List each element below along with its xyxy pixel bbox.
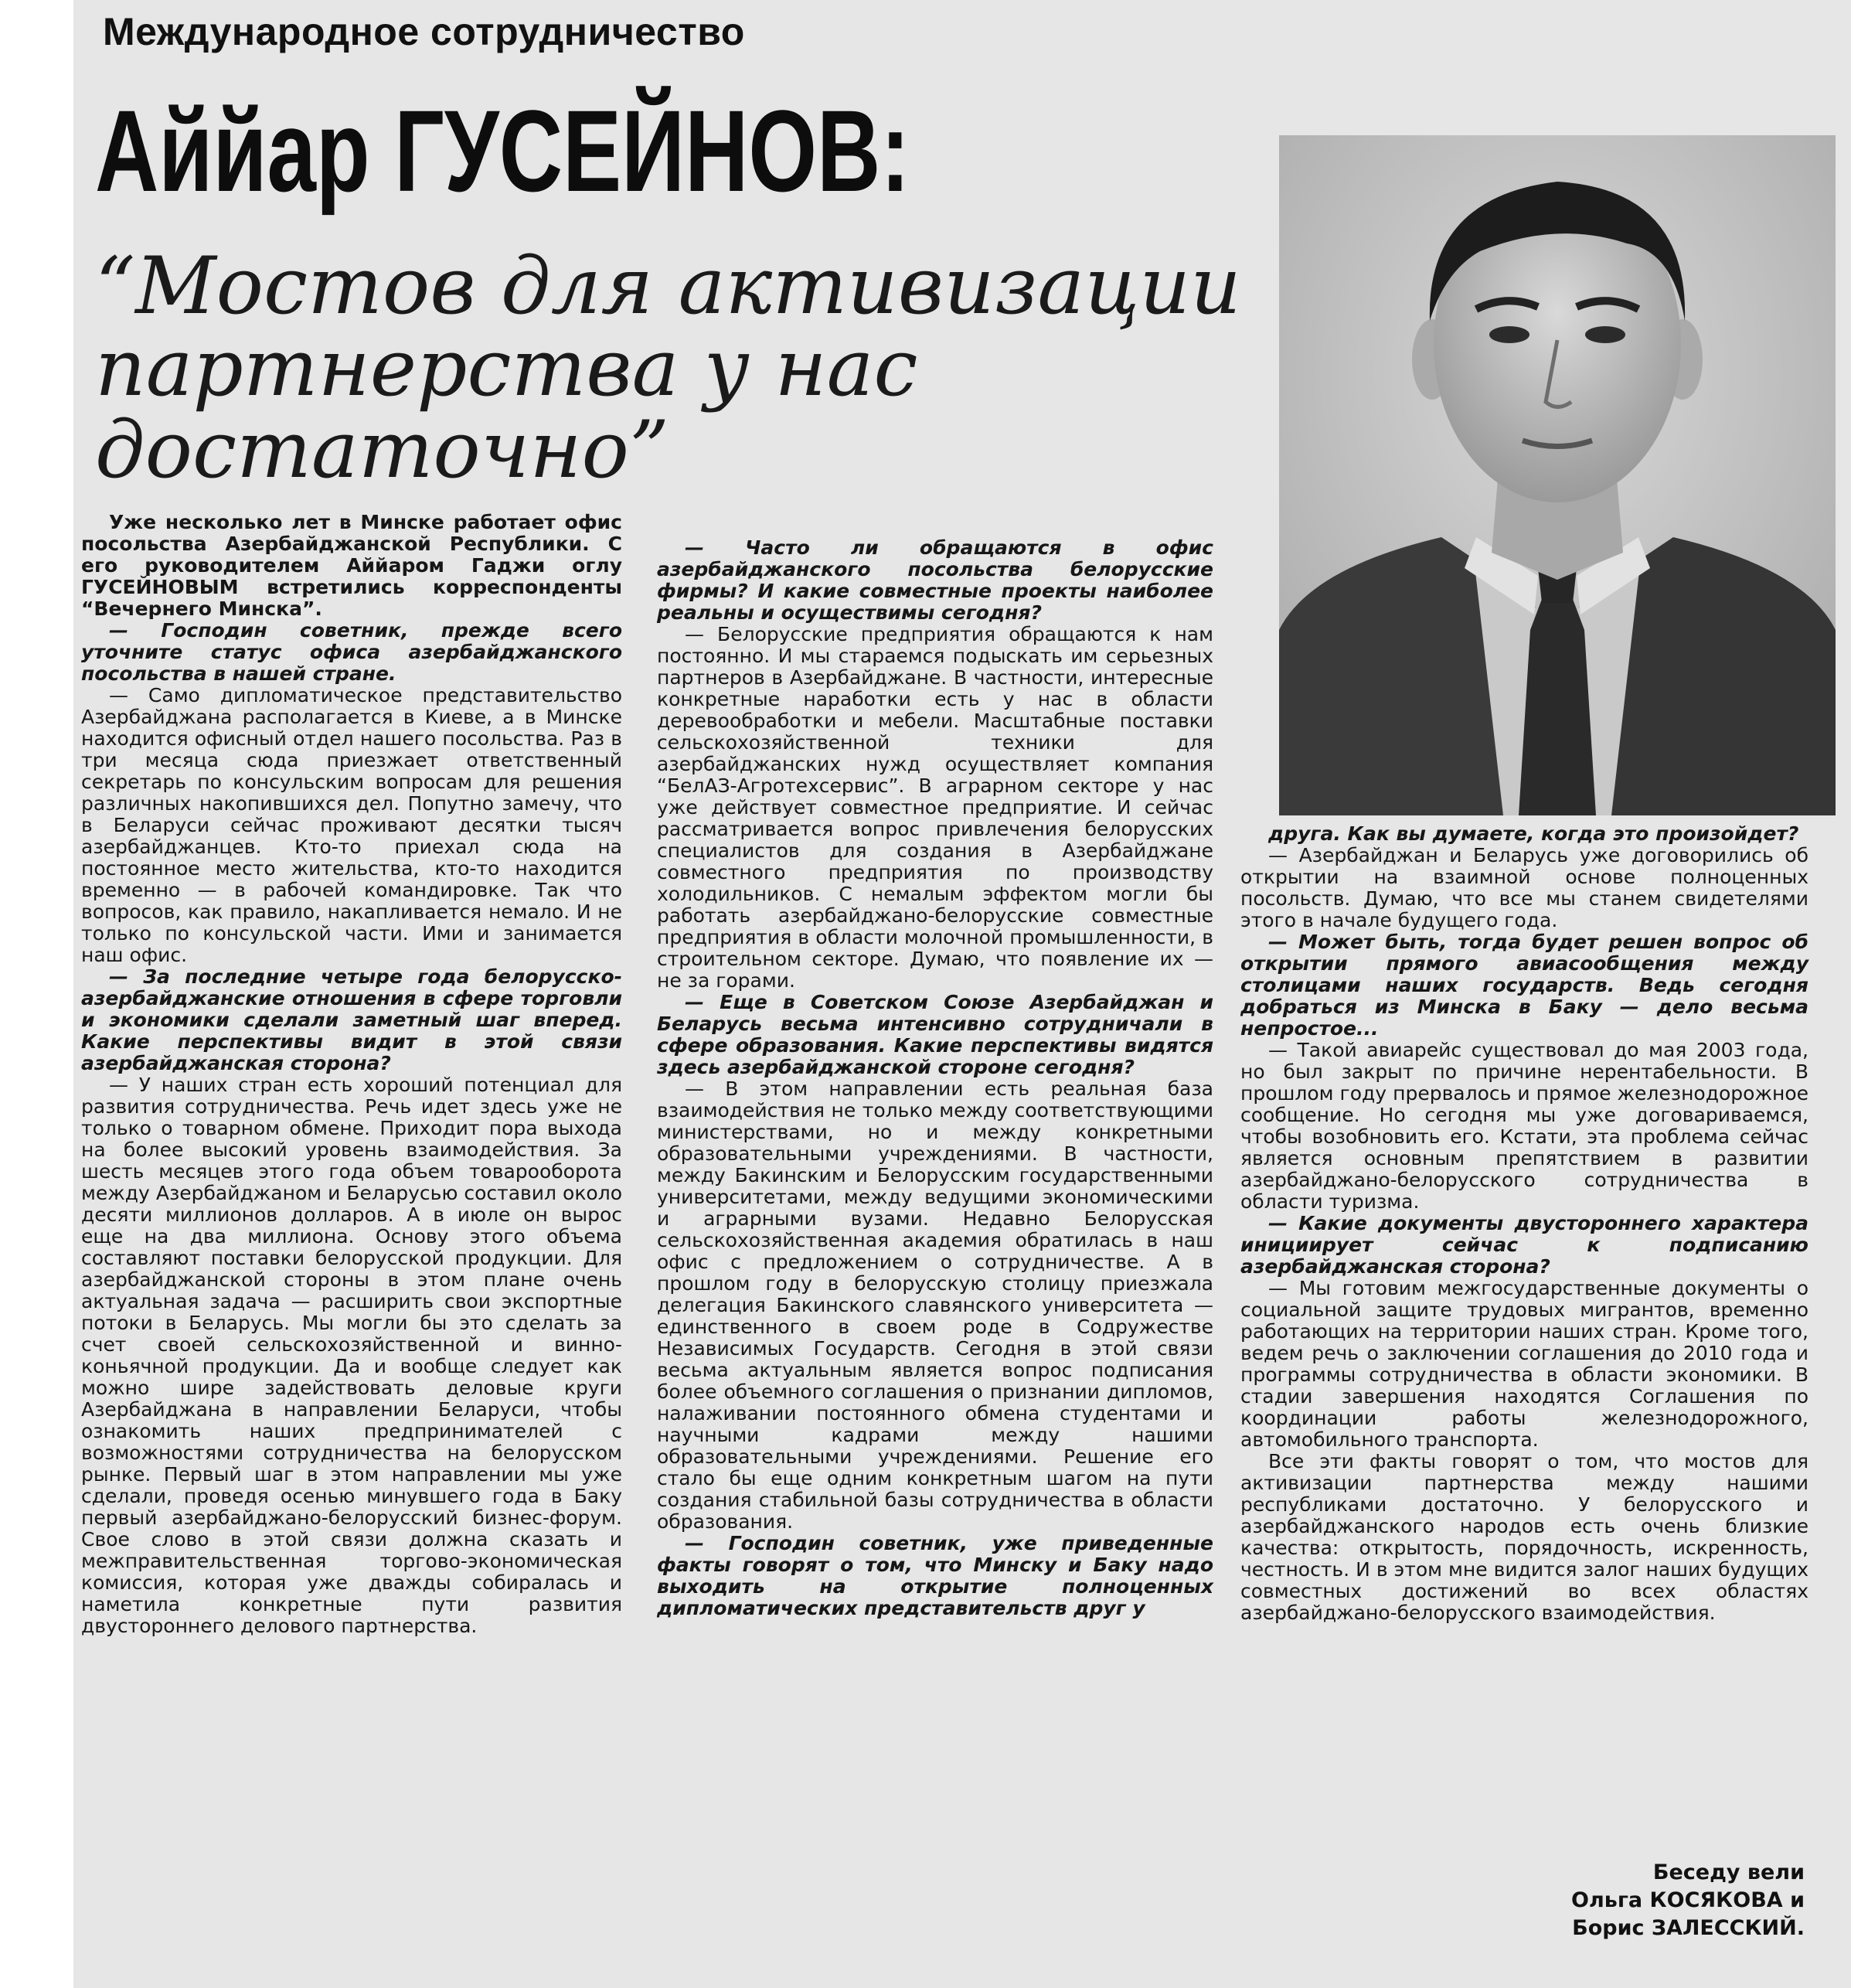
interview-question: — За последние четыре года белорусско-азербайджанские отношения в сфере торговли и экономики сделали заметный шаг вперед. Какие перспективы видит в этой связи азербайджанская сторона? <box>81 965 622 1074</box>
article-lead: Уже несколько лет в Минске работает офис посольства Азербайджанской Республики. С его руководителем Аййаром Гаджи оглу ГУСЕЙНОВЫМ встретились корреспонденты “Вечернего Минска”. <box>81 511 622 620</box>
interview-answer: — Само дипломатическое представительство Азербайджана располагается в Киеве, а в Минске находится офисный отдел нашего посольства. Раз в три месяца сюда приезжает ответственный секретарь по консульским вопросам для решения различных накопившихся дел. Попутно замечу, что в Беларуси сейчас проживают десятки тысяч азербайджанцев. Кто-то приехал сюда на постоянное место жительства, кто-то находится временно — в рабочей командировке. Так что вопросов, как правило, накапливается немало. И не только по консульской части. Ими и занимается наш офис. <box>81 684 622 966</box>
interview-answer: — В этом направлении есть реальная база взаимодействия не только между соответствующими министерствами, но и между конкретными образовательными учреждениями. В частности, между Бакинским и Белорусским государственными университетами, между ведущими экономическими и аграрными вузами. Недавно Белорусская сельскохозяйственная академия обратилась в наш офис с предложением о сотрудничестве. А в прошлом году в белорусскую столицу приезжала делегация Бакинского славянского университета — единственного в своем роде в Содружестве Независимых Государств. Сегодня в этой связи весьма актуальным является вопрос подписания более объемного соглашения о признании дипломов, налаживании постоянного обмена студентами и научными кадрами между нашими образовательными учреждениями. Решение его стало бы еще одним конкретным шагом на пути создания стабильной базы сотрудничества в области образования. <box>657 1077 1213 1533</box>
byline <box>1571 1859 1805 1942</box>
interview-question: — Еще в Советском Союзе Азербайджан и Беларусь весьма интенсивно сотрудничали в сфере образования. Какие перспективы видятся здесь азербайджанской стороне сегодня? <box>657 991 1213 1078</box>
interview-answer: Все эти факты говорят о том, что мостов для активизации партнерства между нашими республиками достаточно. У белорусского и азербайджанского народов есть очень близкие качества: открытость, порядочность, искренность, честность. И в этом мне видится залог наших будущих совместных достижений во всех областях азербайджано-белорусского взаимодействия. <box>1240 1450 1808 1624</box>
section-rubric: Международное сотрудничество <box>103 10 745 53</box>
portrait-image <box>1279 135 1836 815</box>
byline-intro: Беседу вели <box>1652 1860 1805 1884</box>
article-column-2 <box>657 537 1213 1619</box>
subheadline-quote: “Мостов для активизации партнерства у нас достаточно” <box>95 240 1241 496</box>
interview-answer: — Такой авиарейс существовал до мая 2003 года, но был закрыт по причине нерентабельности. В прошлом году прервалось и прямое железнодорожное сообщение. Но сегодня мы уже договариваемся, чтобы возобновить его. Кстати, эта проблема сейчас является основным препятствием в развитии азербайджано-белорусского сотрудничества в области туризма. <box>1240 1039 1808 1213</box>
newspaper-clipping <box>73 0 1851 1988</box>
byline-author-1: Ольга КОСЯКОВА и <box>1571 1888 1805 1912</box>
article-column-3 <box>1240 823 1808 1624</box>
interview-question: — Господин советник, уже приведенные факты говорят о том, что Минску и Баку надо выходить на открытие полноценных дипломатических представительств друг у <box>657 1532 1213 1619</box>
interview-question: — Может быть, тогда будет решен вопрос об открытии прямого авиасообщения между столицами наших государств. Ведь сегодня добраться из Минска в Баку — дело весьма непростое... <box>1240 931 1808 1040</box>
headline: Аййар ГУСЕЙНОВ: <box>95 86 910 216</box>
portrait-photo <box>1279 135 1836 815</box>
article-column-1 <box>81 512 622 1637</box>
interview-answer: — Мы готовим межгосударственные документы о социальной защите трудовых мигрантов, временно работающих на территории наших стран. Кроме того, ведем речь о заключении соглашения до 2010 года и программы сотрудничества в области экономики. В стадии завершения находятся Соглашения по координации работы железнодорожного, автомобильного транспорта. <box>1240 1277 1808 1451</box>
interview-question: — Часто ли обращаются в офис азербайджанского посольства белорусские фирмы? И какие совместные проекты наиболее реальны и осуществимы сегодня? <box>657 536 1213 624</box>
interview-question: друга. Как вы думаете, когда это произойдет? <box>1268 822 1799 845</box>
interview-answer: — Азербайджан и Беларусь уже договорились об открытии на взаимной основе полноценных посольств. Думаю, что все мы станем свидетелями этого в начале будущего года. <box>1240 844 1808 931</box>
interview-question: — Господин советник, прежде всего уточните статус офиса азербайджанского посольства в нашей стране. <box>81 619 622 685</box>
interview-question: — Какие документы двустороннего характера инициирует сейчас к подписанию азербайджанская сторона? <box>1240 1212 1808 1278</box>
interview-answer: — Белорусские предприятия обращаются к нам постоянно. И мы стараемся подыскать им серьезных партнеров в Азербайджане. В частности, интересные конкретные наработки есть у нас в области деревообработки и мебели. Масштабные поставки сельскохозяйственной техники для азербайджанских нужд осуществляет компания “БелАЗ-Агротехсервис”. В аграрном секторе у нас уже действует совместное предприятие. И сейчас рассматривается вопрос привлечения белорусских специалистов для создания в Азербайджане совместного предприятия по производству холодильников. С немалым эффектом могли бы работать азербайджано-белорусские совместные предприятия в области молочной промышленности, в строительном секторе. Думаю, что появление их — не за горами. <box>657 623 1213 992</box>
byline-author-2: Борис ЗАЛЕССКИЙ. <box>1572 1916 1805 1940</box>
interview-answer: — У наших стран есть хороший потенциал для развития сотрудничества. Речь идет здесь уже не только о товарном обмене. Приходит пора выхода на более высокий уровень взаимодействия. За шесть месяцев этого года объем товарооборота между Азербайджаном и Беларусью составил около десяти миллионов долларов. А в июле он вырос еще на два миллиона. Основу этого объема составляют поставки белорусской продукции. Для азербайджанской стороны в этом плане очень актуальная задача — расширить свои экспортные потоки в Беларусь. Мы могли бы это сделать за счет своей сельскохозяйственной и винно-коньячной продукции. Да и вообще следует как можно шире задействовать деловые круги Азербайджана в направлении Беларуси, чтобы ознакомить наших предпринимателей с возможностями сотрудничества на белорусском рынке. Первый шаг в этом направлении мы уже сделали, проведя осенью минувшего года в Баку первый азербайджано-белорусский бизнес-форум. Свое слово в этой связи должна сказать и межправительственная торгово-экономическая комиссия, которая уже дважды собиралась и наметила конкретные пути развития двустороннего делового партнерства. <box>81 1074 622 1637</box>
